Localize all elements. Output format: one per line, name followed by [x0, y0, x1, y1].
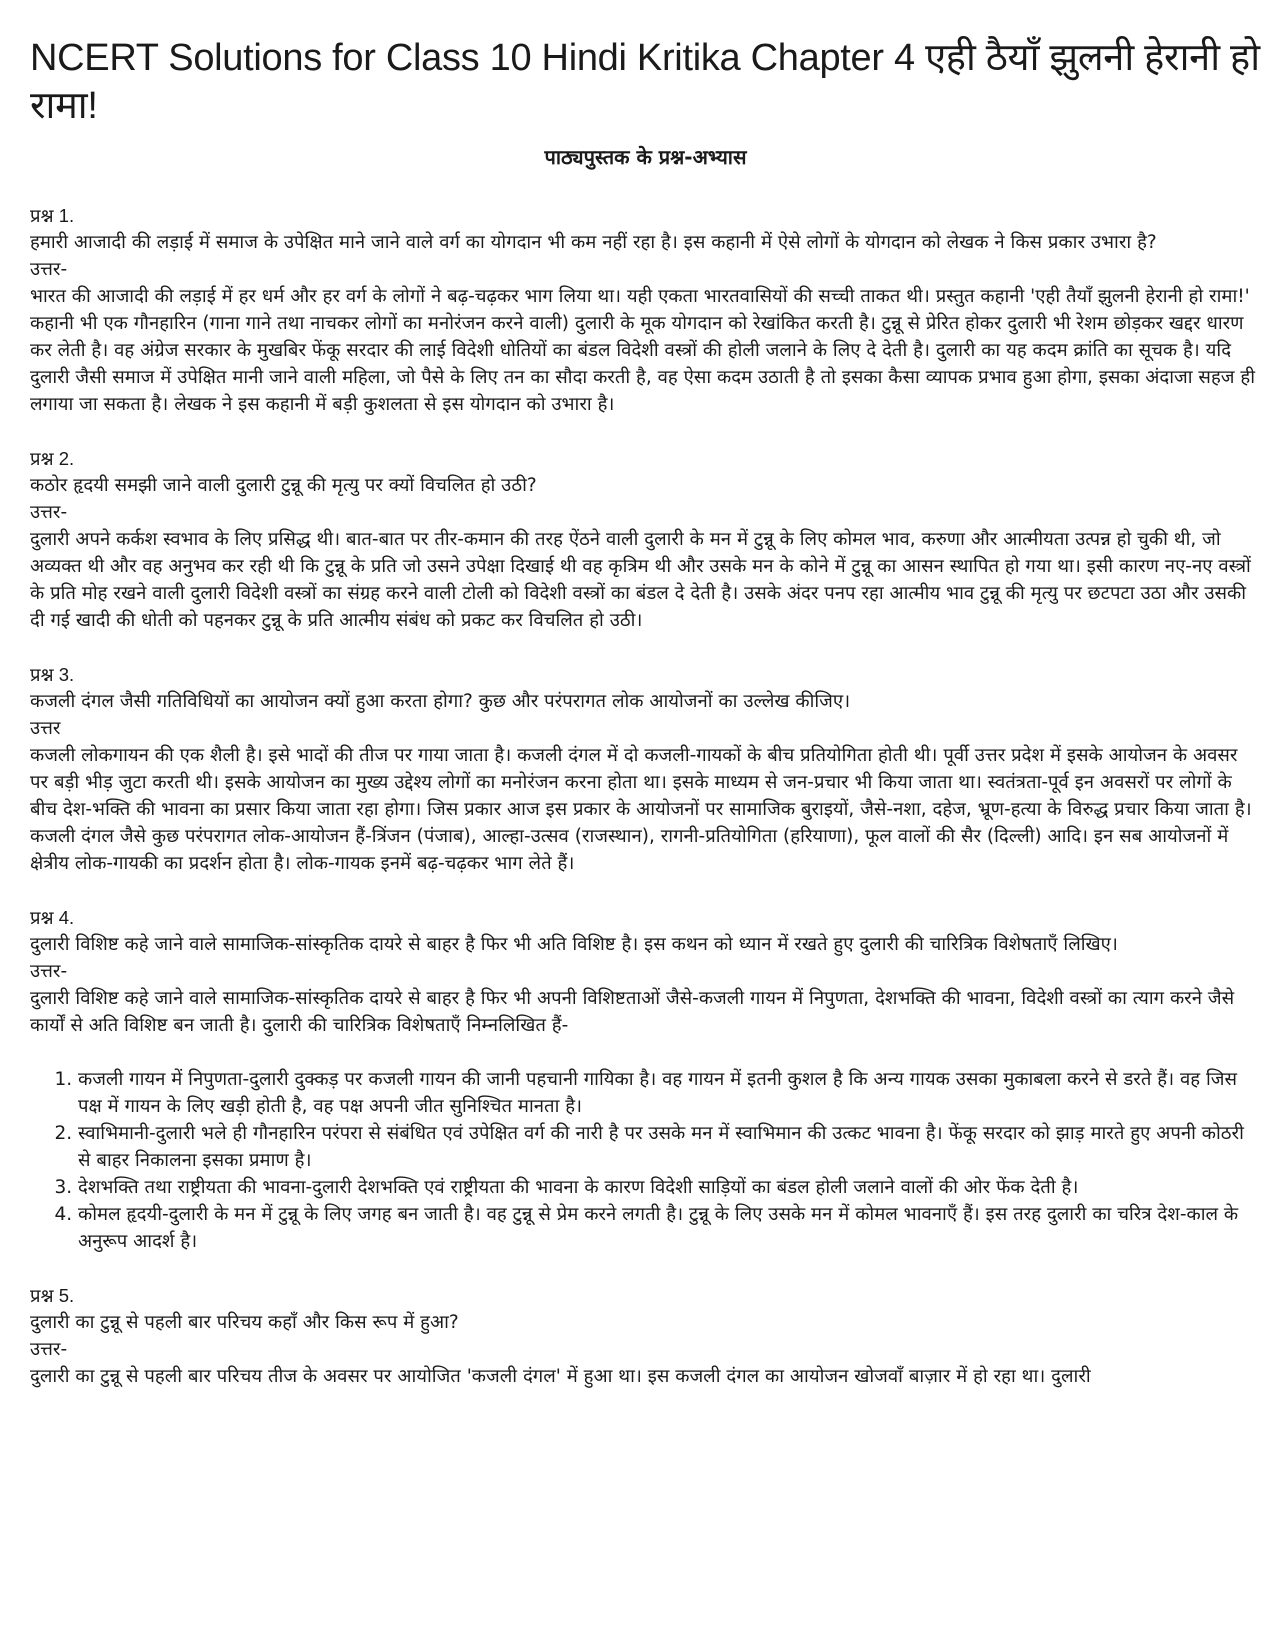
question-block-3 — [30, 661, 1261, 877]
answer-text: दुलारी विशिष्ट कहे जाने वाले सामाजिक-सांस्कृतिक दायरे से बाहर है फिर भी अपनी विशिष्टताओं जैसे-कजली गायन में निपुणता, देशभक्ति की भावना, विदेशी वस्त्रों का त्याग करने जैसे कार्यों से अति विशिष्ट बन जाती है। दुलारी की चारित्रिक विशेषताएँ निम्नलिखित हैं- — [30, 988, 1235, 1036]
question-block-2 — [30, 445, 1261, 634]
answer-label: उत्तर- — [30, 961, 68, 982]
list-item: 3. देशभक्ति तथा राष्ट्रीयता की भावना-दुलारी देशभक्ति एवं राष्ट्रीयता की भावना के कारण विदेशी साड़ियों का बंडल होली जलाने वालों की ओर फेंक देती है। — [78, 1174, 1261, 1201]
answer-label: उत्तर — [30, 718, 61, 739]
answer-text: दुलारी अपने कर्कश स्वभाव के लिए प्रसिद्ध थी। बात-बात पर तीर-कमान की तरह ऐंठने वाली दुलारी के मन में टुन्नू के लिए कोमल भाव, करुणा और आत्मीयता उत्पन्न हो चुकी थी, जो अव्यक्त थी और वह अनुभव कर रही थी कि टुन्नू के प्रति जो उसने उपेक्षा दिखाई थी वह कृत्रिम थी और उसके मन के कोने में टुन्नू का आसन स्थापित हो गया था। इसी कारण नए-नए वस्त्रों के प्रति मोह रखने वाली दुलारी विदेशी वस्त्रों का संग्रह करने वाली टोली को विदेशी वस्त्रों का बंडल दे देती है। उसके अंदर पनप रहा आत्मीय भाव टुन्नू की मृत्यु पर छटपटा उठा और उसकी दी गई खादी की धोती को पहनकर टुन्नू के प्रति आत्मीय संबंध को प्रकट कर विचलित हो उठी। — [30, 529, 1251, 631]
section-subtitle: पाठ्यपुस्तक के प्रश्न-अभ्यास — [544, 145, 747, 169]
answer-label: उत्तर- — [30, 1339, 68, 1360]
question-label: प्रश्न 1. — [30, 205, 75, 226]
question-label: प्रश्न 3. — [30, 664, 75, 685]
question-text: दुलारी विशिष्ट कहे जाने वाले सामाजिक-सांस्कृतिक दायरे से बाहर है फिर भी अति विशिष्ट है। इस कथन को ध्यान में रखते हुए दुलारी की चारित्रिक विशेषताएँ लिखिए। — [30, 934, 1118, 955]
question-block-4 — [30, 904, 1261, 1255]
page-title: NCERT Solutions for Class 10 Hindi Kritika Chapter 4 एही ठैयाँ झुलनी हेरानी हो रामा! — [30, 37, 1260, 127]
question-block-1 — [30, 202, 1261, 418]
question-text: कजली दंगल जैसी गतिविधियों का आयोजन क्यों हुआ करता होगा? कुछ और परंपरागत लोक आयोजनों का उल्लेख कीजिए। — [30, 691, 851, 712]
question-label: प्रश्न 5. — [30, 1285, 75, 1306]
question-text: कठोर हृदयी समझी जाने वाली दुलारी टुन्नू की मृत्यु पर क्यों विचलित हो उठी? — [30, 475, 537, 496]
answer-label: उत्तर- — [30, 502, 68, 523]
answer-text: भारत की आजादी की लड़ाई में हर धर्म और हर वर्ग के लोगों ने बढ़-चढ़कर भाग लिया था। यही एकता भारतवासियों की सच्ची ताकत थी। प्रस्तुत कहानी 'एही तैयाँ झुलनी हेरानी हो रामा!' कहानी भी एक गौनहारिन (गाना गाने तथा नाचकर लोगों का मनोरंजन करने वाली) दुलारी के मूक योगदान को रेखांकित करती है। टुन्नू से प्रेरित होकर दुलारी भी रेशम छोड़कर खद्दर धारण कर लेती है। वह अंग्रेज सरकार के मुखबिर फेंकू सरदार की लाई विदेशी धोतियों का बंडल विदेशी वस्त्रों की होली जलाने के लिए दे देती है। दुलारी का यह कदम क्रांति का सूचक है। यदि दुलारी जैसी समाज में उपेक्षित मानी जाने वाली महिला, जो पैसे के लिए तन का सौदा करती है, वह ऐसा कदम उठाती है तो इसका कैसा व्यापक प्रभाव हुआ होगा, इसका अंदाजा सहज ही लगाया जा सकता है। लेखक ने इस कहानी में बड़ी कुशलता से इस योगदान को उभारा है। — [30, 286, 1255, 415]
list-item: 4. कोमल हृदयी-दुलारी के मन में टुन्नू के लिए जगह बन जाती है। वह टुन्नू से प्रेम करने लगती है। टुन्नू के लिए उसके मन में कोमल भावनाएँ हैं। इस तरह दुलारी का चरित्र देश-काल के अनुरूप आदर्श है। — [78, 1201, 1261, 1255]
list-item: 1. कजली गायन में निपुणता-दुलारी दुक्कड़ पर कजली गायन की जानी पहचानी गायिका है। वह गायन में इतनी कुशल है कि अन्य गायक उसका मुकाबला करने से डरते हैं। वह जिस पक्ष में गायन के लिए खड़ी होती है, वह पक्ष अपनी जीत सुनिश्चित मानता है। — [78, 1066, 1261, 1120]
question-label: प्रश्न 4. — [30, 907, 75, 928]
list-item: 2. स्वाभिमानी-दुलारी भले ही गौनहारिन परंपरा से संबंधित एवं उपेक्षित वर्ग की नारी है पर उसके मन में स्वाभिमान की उत्कट भावना है। फेंकू सरदार को झाड़ मारते हुए अपनी कोठरी से बाहर निकालना इसका प्रमाण है। — [78, 1120, 1261, 1174]
trait-list — [30, 1066, 1261, 1255]
answer-label: उत्तर- — [30, 259, 68, 280]
question-label: प्रश्न 2. — [30, 448, 75, 469]
question-text: दुलारी का टुन्नू से पहली बार परिचय कहाँ और किस रूप में हुआ? — [30, 1312, 459, 1333]
answer-text: दुलारी का टुन्नू से पहली बार परिचय तीज के अवसर पर आयोजित 'कजली दंगल' में हुआ था। इस कजली दंगल का आयोजन खोजवाँ बाज़ार में हो रहा था। दुलारी — [30, 1366, 1091, 1387]
question-text: हमारी आजादी की लड़ाई में समाज के उपेक्षित माने जाने वाले वर्ग का योगदान भी कम नहीं रहा है। इस कहानी में ऐसे लोगों के योगदान को लेखक ने किस प्रकार उभारा है? — [30, 232, 1157, 253]
question-block-5 — [30, 1282, 1261, 1390]
answer-text: कजली लोकगायन की एक शैली है। इसे भादों की तीज पर गाया जाता है। कजली दंगल में दो कजली-गायकों के बीच प्रतियोगिता होती थी। पूर्वी उत्तर प्रदेश में इसके आयोजन के अवसर पर बड़ी भीड़ जुटा करती थी। इसके आयोजन का मुख्य उद्देश्य लोगों का मनोरंजन करना होता था। इसके माध्यम से जन-प्रचार भी किया जाता था। स्वतंत्रता-पूर्व इन अवसरों पर लोगों के बीच देश-भक्ति की भावना का प्रसार किया जाता रहा होगा। जिस प्रकार आज इस प्रकार के आयोजनों पर सामाजिक बुराइयों, जैसे-नशा, दहेज, भ्रूण-हत्या के विरुद्ध प्रचार किया जाता है। कजली दंगल जैसे कुछ परंपरागत लोक-आयोजन हैं-त्रिंजन (पंजाब), आल्हा-उत्सव (राजस्थान), रागनी-प्रतियोगिता (हरियाणा), फूल वालों की सैर (दिल्ली) आदि। इन सब आयोजनों में क्षेत्रीय लोक-गायकी का प्रदर्शन होता है। लोक-गायक इनमें बढ़-चढ़कर भाग लेते हैं। — [30, 745, 1252, 874]
